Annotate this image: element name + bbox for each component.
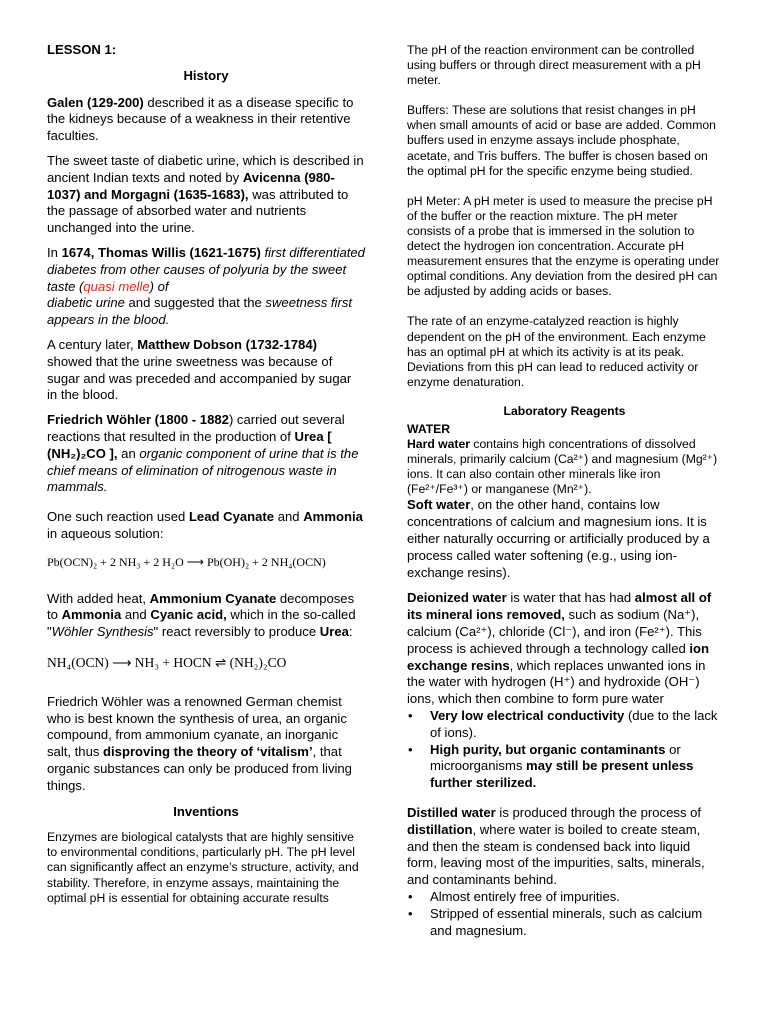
- paragraph-dobson: [47, 337, 365, 404]
- text: such as sodium (Na⁺), calcium (Ca²⁺), chloride (Cl⁻), and iron (Fe²⁺). This process is achieved through a technology called: [407, 607, 702, 656]
- paragraph-enzyme-rate: The rate of an enzyme-catalyzed reaction is highly dependent on the pH of the environment. Each enzyme has an optimal pH at which its activity is at its peak. Deviations from this pH can lead to reduced activity or enzyme denaturation.: [407, 314, 706, 389]
- paragraph-sweet-taste: [47, 153, 365, 237]
- text: " react reversibly to produce: [153, 624, 320, 640]
- history-heading: History: [183, 67, 229, 83]
- text: may still be present unless further sterilized.: [430, 758, 694, 791]
- paragraph-deionized: [407, 590, 722, 708]
- galen-name: Galen (129-200): [47, 94, 144, 110]
- inventions-heading: Inventions: [173, 804, 239, 820]
- text: or microorganisms: [430, 741, 681, 774]
- text: described it as a disease specific to the kidneys because of a weakness in their retentive faculties.: [47, 94, 354, 144]
- text: , which replaces unwanted ions in the water with hydrogen (H⁺) and hydroxide (OH⁻) ions, which then combine to form pure water: [407, 657, 706, 707]
- text: diabetic urine: [47, 295, 125, 311]
- text: organic component of urine that is the chief means of elimination of nitrogenous waste in mammals.: [47, 445, 359, 495]
- ammonia: Ammonia: [303, 509, 363, 525]
- equation-2: NH₄(OCN) ⟶ NH₃ + HOCN ⇌ (NH₂)₂CO: [47, 654, 287, 670]
- hard-water: Hard water: [407, 437, 470, 452]
- list-item: • Almost entirely free of impurities.: [407, 889, 722, 906]
- ammonia: Ammonia: [61, 607, 122, 623]
- equation-1: Pb(OCN)₂ + 2 NH₃ + 2 H₂O ⟶ Pb(OH)₂ + 2 NH₄(OCN): [47, 554, 326, 569]
- lesson-title: LESSON 1:: [47, 42, 117, 57]
- water-heading: WATER: [407, 421, 451, 436]
- deionized-list: [407, 708, 722, 792]
- text: in aqueous solution:: [47, 525, 164, 541]
- soft-water: Soft water: [407, 497, 471, 513]
- paragraph-willis: [47, 245, 365, 329]
- paragraph-ph-control: The pH of the reaction environment can be controlled using buffers or through direct measurement with a pH meter.: [407, 43, 701, 88]
- text: showed that the urine sweetness was because of sugar and was preceded and accompanied by sugar in the blood.: [47, 353, 352, 403]
- paragraph-galen: [47, 95, 365, 145]
- text: High purity, but organic contaminants: [430, 741, 666, 757]
- paragraph-hard-water: [407, 437, 722, 497]
- text: :: [348, 624, 353, 640]
- wohler-synthesis: Wöhler Synthesis: [51, 624, 154, 640]
- text: A century later,: [47, 336, 138, 352]
- text: , that organic substances can only be produced from living things.: [47, 744, 352, 793]
- list-item: [407, 742, 722, 792]
- text: was attributed to the passage of absorbed water and nutrients unchanged into the urine.: [47, 186, 349, 236]
- distilled-list: [407, 889, 722, 939]
- text: decomposes to: [47, 590, 355, 623]
- text: Friedrich Wöhler was a renowned German chemist who is best known the synthesis of urea, an organic compound, from ammonium cyanate, an inorganic salt, thus: [47, 693, 347, 760]
- paragraph-vitalism: [47, 694, 365, 795]
- list-item: [407, 708, 722, 742]
- text: and suggested that the: [124, 295, 266, 311]
- list-item: • Stripped of essential minerals, such as calcium and magnesium.: [407, 906, 722, 940]
- text: is produced through the process of: [495, 804, 702, 820]
- text: and: [274, 509, 304, 525]
- ammonium-cyanate: Ammonium Cyanate: [149, 590, 277, 606]
- urea-formula: Urea [ (NH₂)₂CO ],: [47, 428, 332, 461]
- paragraph-ph-meter: pH Meter: A pH meter is used to measure the precise pH of the buffer or the reaction mixture. The pH meter consists of a probe that is immersed in the solution to detect the hydrogen ion concentration. Accurate pH measurement ensures that the enzyme is operating under optimal conditions. Any deviation from the desired pH can be adjusted by adding acids or bases.: [407, 193, 720, 299]
- text: is water that has had: [506, 590, 635, 606]
- text: and: [121, 607, 151, 623]
- paragraph-heat: [47, 591, 365, 641]
- paragraph-soft-water: [407, 497, 722, 581]
- cyanic-acid: Cyanic acid,: [150, 607, 227, 623]
- urea: Urea: [319, 624, 349, 640]
- text: first differentiated diabetes from other causes of polyuria by the sweet taste (: [47, 244, 365, 294]
- left-column: [47, 42, 365, 906]
- paragraph-enzymes: Enzymes are biological catalysts that are highly sensitive to environmental conditions, particularly pH. The pH level can significantly affect an enzyme’s structure, activity, and stability. Therefore, in enzyme assays, maintaining the optimal pH is essential for obtaining accurate results: [47, 830, 359, 905]
- text: In: [47, 244, 62, 260]
- text: ) of: [149, 278, 169, 294]
- right-column: [407, 43, 722, 939]
- text: , on the other hand, contains low concentrations of calcium and magnesium ions. It is either naturally occurring or artificially produced by a process called water softening (e.g., using ion-exchange resins).: [407, 497, 710, 580]
- wohler-name: Friedrich Wöhler (1800 - 1882: [47, 412, 229, 428]
- quasi-melle: quasi melle: [83, 278, 150, 294]
- paragraph-buffers: Buffers: These are solutions that resist changes in pH when small amounts of acid or base are added. Common buffers used in enzyme assays include phosphate, acetate, and Tris buffers. The buffer is chosen based on the optimal pH for the specific enzyme being studied.: [407, 103, 716, 178]
- willis-name: 1674, Thomas Willis (1621-1675): [61, 244, 261, 260]
- text: which in the so-called ": [47, 607, 356, 640]
- text: Very low electrical conductivity: [430, 708, 625, 723]
- ion-exchange-resins: ion exchange resins: [407, 640, 710, 673]
- text: (due to the lack of ions).: [430, 708, 718, 740]
- paragraph-reaction: [47, 509, 365, 543]
- text: ) carried out several reactions that resulted in the production of: [47, 412, 345, 444]
- text: contains high concentrations of dissolved minerals, primarily calcium (Ca²⁺) and magnesium (Mg²⁺) ions. It can also contain other minerals like iron (Fe²⁺/Fe³⁺) or manganese (Mn²⁺).: [407, 437, 718, 497]
- vitalism: disproving the theory of ‘vitalism’: [103, 744, 313, 760]
- distilled-water: Distilled water: [407, 804, 496, 820]
- text: almost all of its mineral ions removed,: [407, 590, 712, 623]
- lab-reagents-heading: Laboratory Reagents: [503, 403, 626, 418]
- text: sweetness first appears in the blood.: [47, 295, 352, 328]
- deionized-water: Deionized water: [407, 590, 507, 606]
- text: an: [117, 445, 140, 461]
- distillation: distillation: [407, 821, 473, 837]
- paragraph-wohler: [47, 412, 365, 496]
- text: With added heat,: [47, 590, 150, 606]
- dobson-name: Matthew Dobson (1732-1784): [137, 336, 317, 352]
- paragraph-distilled: [407, 805, 722, 889]
- text: One such reaction used: [47, 509, 189, 525]
- lead-cyanate: Lead Cyanate: [188, 509, 275, 525]
- text: The sweet taste of diabetic urine, which is described in ancient Indian texts and noted by: [47, 152, 364, 185]
- avicenna-morgagni: Avicenna (980-1037) and Morgagni (1635-1683),: [47, 169, 335, 202]
- text: , where water is boiled to create steam, and then the steam is condensed back into liquid form, leaving most of the impurities, salts, minerals, and contaminants behind.: [407, 821, 705, 888]
